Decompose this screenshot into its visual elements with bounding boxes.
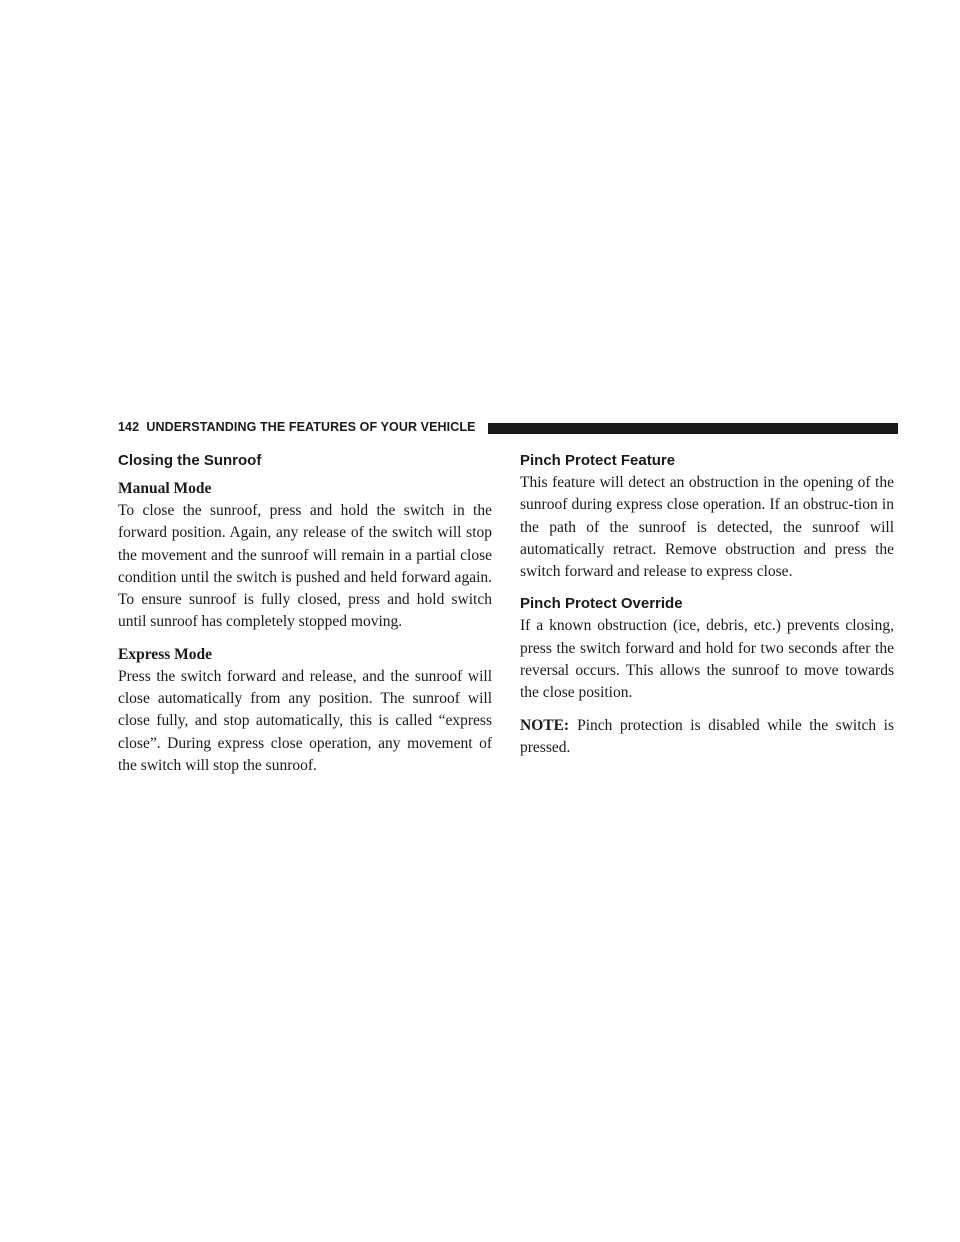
manual-mode-text: To close the sunroof, press and hold the switch in the forward position. Again, any release of the switch will stop the movement and the sunroof will remain in a partial close condition until the switch is pushed and held forward again. To ensure sunroof is fully closed, press and hold switch until sunroof has completely stopped moving. — [118, 502, 492, 631]
section-heading-closing-sunroof: Closing the Sunroof — [118, 452, 262, 469]
section-heading-pinch-protect: Pinch Protect Feature — [520, 452, 676, 469]
note-paragraph — [520, 715, 894, 760]
header-rule — [488, 423, 898, 434]
header-text — [118, 420, 476, 434]
note-text: Pinch protection is disabled while the switch is pressed. — [520, 716, 894, 756]
pinch-protect-text: This feature will detect an obstruction in the opening of the sunroof during express close operation. If an obstruc-tion in the path of the sunroof is detected, the sunroof will automatically retract. Remove obstruction and press the switch forward and release to express close. — [520, 474, 894, 581]
right-column — [520, 450, 894, 769]
header-title: UNDERSTANDING THE FEATURES OF YOUR VEHICLE — [146, 420, 476, 434]
note-label: NOTE: — [520, 716, 570, 734]
express-mode-text: Press the switch forward and release, and the sunroof will close automatically from any position. The sunroof will close fully, and stop automatically, this is called “express close”. During express close operation, any movement of the switch will stop the sunroof. — [118, 667, 492, 774]
page-number: 142 — [118, 420, 140, 434]
left-column — [118, 450, 492, 787]
page-header — [118, 419, 898, 437]
express-mode-title: Express Mode — [118, 645, 213, 663]
section-heading-pinch-override: Pinch Protect Override — [520, 595, 683, 613]
pinch-override-text: If a known obstruction (ice, debris, etc.) prevents closing, press the switch forward and hold for two seconds after the reversal occurs. This allows the sunroof to move towards the close position. — [520, 617, 894, 702]
manual-mode-title: Manual Mode — [118, 480, 212, 497]
